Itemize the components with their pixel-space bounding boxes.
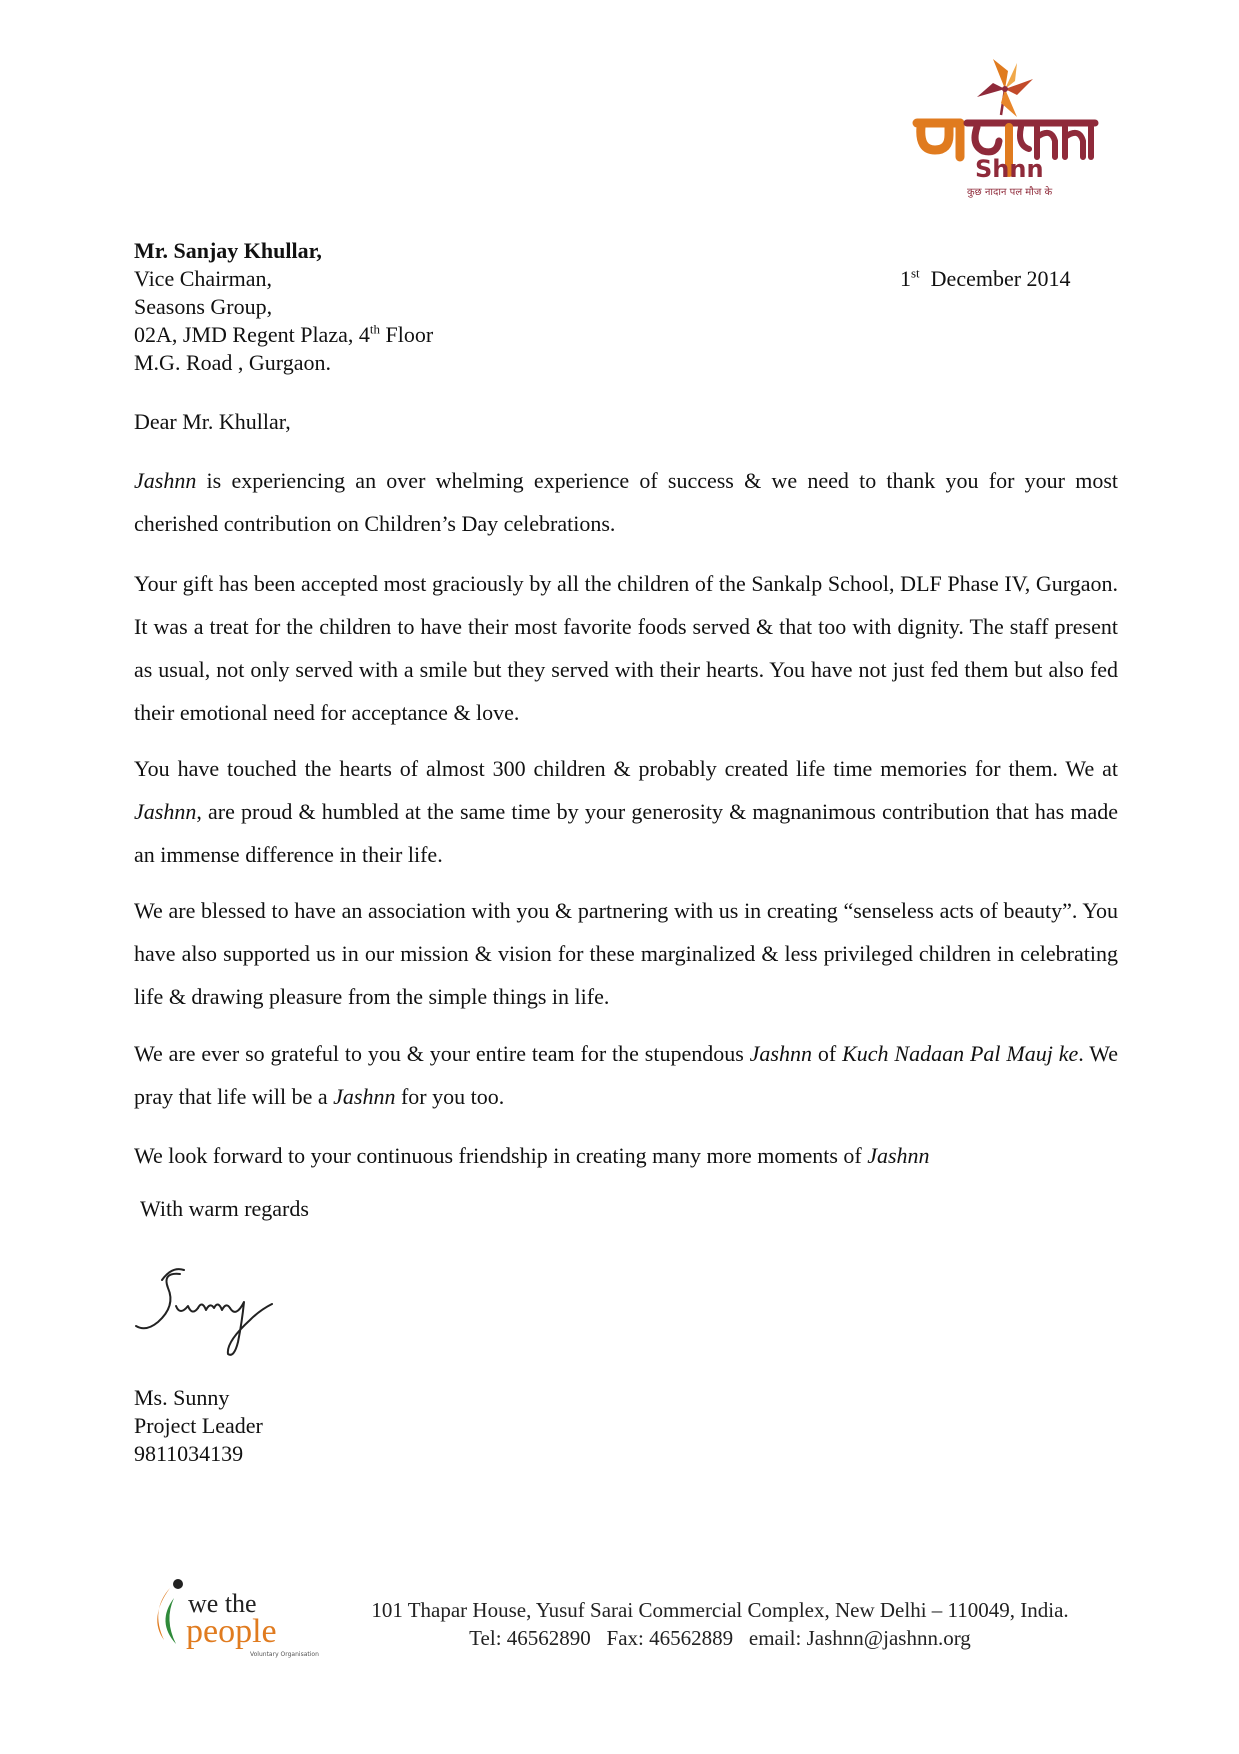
- recipient-address-line2: M.G. Road , Gurgaon.: [134, 350, 331, 375]
- paragraph-1: Jashnn is experiencing an over whelming experience of success & we need to thank you for your most cherished contribution on Children’s Day celebrations.: [134, 468, 1118, 536]
- paragraph-4: We are blessed to have an association with you & partnering with us in creating “senseless acts of beauty”. You have also supported us in our mission & vision for these marginalized & less privileged children in celebrating life & drawing pleasure from the simple things in life.: [134, 898, 1118, 1009]
- sender-role: Project Leader: [134, 1413, 263, 1438]
- salutation: Dear Mr. Khullar,: [134, 409, 291, 434]
- footer-contact-line: Tel: 46562890 Fax: 46562889 email: Jashnn@jashnn.org: [469, 1626, 971, 1650]
- svg-text:we the: we the: [188, 1589, 257, 1618]
- recipient-name: Mr. Sanjay Khullar,: [134, 238, 322, 263]
- footer-address: 101 Thapar House, Yusuf Sarai Commercial Complex, New Delhi – 110049, India.: [371, 1598, 1069, 1622]
- closing: With warm regards: [140, 1196, 309, 1221]
- signature: [132, 1262, 302, 1362]
- recipient-company: Seasons Group,: [134, 294, 273, 319]
- footer-tel: 46562890: [506, 1626, 591, 1650]
- svg-text:Shnn: Shnn: [975, 155, 1044, 183]
- svg-text:Voluntary Organisation: Voluntary Organisation: [250, 1651, 319, 1658]
- sender-block: [134, 1384, 263, 1468]
- sender-name: Ms. Sunny: [134, 1385, 230, 1410]
- paragraph-3: You have touched the hearts of almost 300 children & probably created life time memories for them. We at Jashnn, are proud & humbled at the same time by your generosity & magnanimous contribution that has made an immense difference in their life.: [134, 756, 1118, 867]
- recipient-address: [134, 237, 433, 377]
- paragraph-2: Your gift has been accepted most graciously by all the children of the Sankalp School, DLF Phase IV, Gurgaon. It was a treat for the children to have their most favorite foods served & that too with dignity. The staff present as usual, not only served with a smile but they served with their hearts. You have not just fed them but also fed their emotional need for acceptance & love.: [134, 571, 1118, 725]
- brand-wordmark: [917, 123, 1095, 183]
- jashnn-logo: [905, 45, 1125, 230]
- pinwheel-icon: [977, 59, 1033, 117]
- recipient-title: Vice Chairman,: [134, 266, 272, 291]
- logo-tagline: कुछ नादान पल मौज के: [967, 187, 1053, 198]
- paragraph-5: We are ever so grateful to you & your entire team for the stupendous Jashnn of Kuch Nadaan Pal Mauj ke. We pray that life will be a Jashnn for you too.: [134, 1041, 1118, 1109]
- recipient-address-line1: 02A, JMD Regent Plaza, 4th Floor: [134, 321, 434, 347]
- footer-email[interactable]: Jashnn@jashnn.org: [806, 1626, 971, 1650]
- letter-date: 1st December 2014: [900, 265, 1071, 291]
- footer-fax: 46562889: [649, 1626, 734, 1650]
- we-the-people-logo: [130, 1570, 320, 1670]
- svg-text:people: people: [186, 1613, 277, 1650]
- footer-contact: [320, 1596, 1120, 1652]
- paragraph-6: We look forward to your continuous friendship in creating many more moments of Jashnn: [134, 1143, 930, 1168]
- sender-phone: 9811034139: [134, 1441, 244, 1466]
